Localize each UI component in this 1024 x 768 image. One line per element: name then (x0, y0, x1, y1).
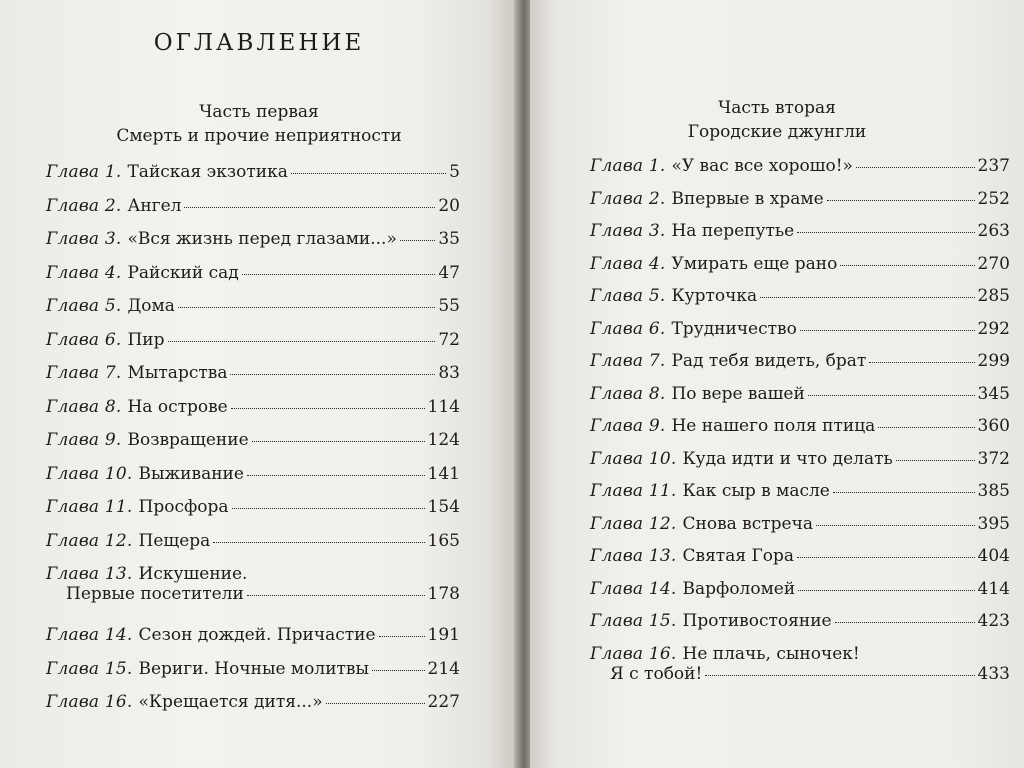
toc-entry (590, 189, 1010, 209)
chapter-label: Глава 8. (46, 396, 122, 417)
chapter-page-number: 72 (438, 329, 460, 350)
toc-entry (46, 296, 460, 316)
toc-heading: ОГЛАВЛЕНИЕ (153, 30, 365, 56)
chapter-title: По вере вашей (671, 383, 805, 404)
toc-entry-line (590, 546, 1010, 566)
chapter-label: Глава 16. (590, 643, 677, 664)
dot-leader (232, 508, 425, 509)
toc-entry (46, 659, 460, 679)
chapter-page-number: 83 (438, 363, 460, 383)
dot-leader (878, 427, 974, 428)
toc-entry (46, 263, 460, 283)
toc-entry (46, 497, 460, 517)
chapter-page-number: 47 (438, 262, 460, 283)
chapter-title: «Крещается дитя...» (138, 692, 323, 712)
dot-leader (797, 557, 975, 558)
toc-entry (590, 286, 1010, 306)
dot-leader (840, 265, 974, 266)
chapter-page-number: 20 (438, 195, 460, 216)
dot-leader (178, 307, 435, 308)
chapter-title: Курточка (671, 286, 758, 306)
toc-entry (46, 625, 460, 645)
toc-entry (46, 196, 460, 216)
chapter-page-number: 372 (977, 448, 1010, 469)
dot-leader (379, 636, 425, 637)
chapter-page-number: 423 (977, 611, 1010, 631)
chapter-page-number: 345 (977, 383, 1010, 404)
part-one-heading (0, 100, 518, 148)
chapter-page-number: 270 (977, 253, 1010, 274)
chapter-label: Глава 15. (46, 658, 133, 679)
toc-entry (590, 514, 1010, 534)
dot-leader (797, 232, 974, 233)
chapter-title: На острове (127, 396, 228, 417)
chapter-title: Пещера (138, 530, 211, 551)
dot-leader (231, 408, 425, 409)
dot-leader (816, 525, 975, 526)
toc-entry (590, 416, 1010, 436)
chapter-label: Глава 14. (46, 625, 133, 645)
toc-entry (590, 644, 1010, 684)
chapter-label: Глава 1. (46, 162, 122, 182)
chapter-label: Глава 9. (590, 416, 666, 436)
dot-leader (230, 374, 435, 375)
chapter-label: Глава 15. (590, 611, 677, 631)
toc-entry-line (590, 416, 1010, 436)
toc-entry-line (590, 189, 1010, 209)
dot-leader (798, 590, 974, 591)
chapter-title: Пир (127, 329, 165, 350)
chapter-title: Рад тебя видеть, брат (671, 351, 867, 371)
toc-entry-line (590, 254, 1010, 274)
toc-entry (590, 221, 1010, 241)
toc-entry (46, 430, 460, 450)
toc-entry (590, 481, 1010, 501)
chapter-label: Глава 5. (590, 286, 666, 306)
dot-leader (760, 297, 974, 298)
chapter-title: Тайская экзотика (127, 162, 288, 182)
chapter-label: Глава 1. (590, 156, 666, 176)
chapter-title: Дома (127, 296, 175, 316)
chapter-label: Глава 6. (590, 318, 666, 339)
dot-leader (400, 240, 435, 241)
chapter-title: Мытарства (127, 363, 228, 383)
toc-entry-line (46, 659, 460, 679)
chapter-page-number: 154 (427, 497, 460, 517)
toc-entry-line (46, 464, 460, 484)
chapter-title: На перепутье (671, 221, 795, 241)
dot-leader (833, 492, 975, 493)
chapter-title: Не нашего поля птица (671, 416, 876, 436)
chapter-title: Трудничество (671, 318, 797, 339)
toc-entry-line (46, 397, 460, 417)
toc-entry (590, 254, 1010, 274)
chapter-label: Глава 3. (46, 229, 122, 249)
chapter-title: Выживание (138, 463, 244, 484)
toc-entry (46, 162, 460, 182)
toc-entry-line (46, 162, 460, 182)
toc-entry-line (46, 564, 460, 584)
part-two-heading (530, 96, 1024, 144)
toc-entry-line (590, 664, 1010, 684)
toc-entry (590, 579, 1010, 599)
dot-leader (869, 362, 974, 363)
chapter-label: Глава 7. (46, 363, 122, 383)
dot-leader (835, 622, 975, 623)
toc-entry-line (46, 497, 460, 517)
toc-entry (46, 229, 460, 249)
toc-entry (590, 449, 1010, 469)
chapter-title-continued: Я с тобой! (610, 663, 703, 684)
chapter-label: Глава 3. (590, 221, 666, 241)
chapter-page-number: 292 (977, 318, 1010, 339)
chapter-label: Глава 4. (590, 253, 666, 274)
toc-entry-line (590, 514, 1010, 534)
dot-leader (247, 475, 425, 476)
chapter-label: Глава 13. (590, 546, 677, 566)
right-page (530, 0, 1024, 768)
toc-entry-line (590, 481, 1010, 501)
chapter-label: Глава 13. (46, 564, 133, 584)
toc-entry-line (590, 221, 1010, 241)
toc-entry-line (46, 625, 460, 645)
chapter-label: Глава 12. (590, 513, 677, 534)
chapter-label: Глава 6. (46, 329, 122, 350)
chapter-title: Как сыр в масле (682, 481, 830, 501)
chapter-page-number: 404 (977, 546, 1010, 566)
chapter-title: «У вас все хорошо!» (671, 156, 853, 176)
chapter-page-number: 35 (438, 229, 460, 249)
toc-entry (590, 351, 1010, 371)
toc-entry-line (46, 196, 460, 216)
toc-entry (590, 319, 1010, 339)
chapter-label: Глава 2. (590, 188, 666, 209)
chapter-page-number: 165 (427, 530, 460, 551)
chapter-label: Глава 11. (46, 497, 133, 517)
toc-entry (590, 546, 1010, 566)
chapter-page-number: 263 (977, 221, 1010, 241)
dot-leader (800, 330, 975, 331)
chapter-page-number: 414 (977, 578, 1010, 599)
toc-entry-line (590, 156, 1010, 176)
toc-entry (46, 330, 460, 350)
toc-entry-line (46, 531, 460, 551)
toc-entry-line (590, 351, 1010, 371)
toc-entry-line (46, 229, 460, 249)
part-two-title: Городские джунгли (687, 122, 867, 142)
chapter-label: Глава 10. (46, 463, 133, 484)
toc-entry-line (46, 330, 460, 350)
toc-entry-line (590, 579, 1010, 599)
chapter-label: Глава 14. (590, 578, 677, 599)
chapter-page-number: 395 (977, 513, 1010, 534)
toc-entry-line (590, 286, 1010, 306)
chapter-page-number: 55 (438, 296, 460, 316)
dot-leader (184, 207, 435, 208)
chapter-page-number: 114 (427, 396, 460, 417)
chapter-title: Ангел (127, 195, 182, 216)
toc-entry-line (46, 363, 460, 383)
dot-leader (168, 341, 436, 342)
chapter-page-number: 385 (977, 481, 1010, 501)
chapter-page-number: 124 (427, 430, 460, 450)
chapter-page-number: 252 (977, 188, 1010, 209)
toc-entry (590, 611, 1010, 631)
dot-leader (247, 595, 425, 596)
toc-entry (46, 531, 460, 551)
chapter-label: Глава 16. (46, 692, 133, 712)
chapter-page-number: 433 (977, 663, 1010, 684)
chapter-title: Просфора (138, 497, 229, 517)
chapter-label: Глава 4. (46, 262, 122, 283)
chapter-label: Глава 8. (590, 383, 666, 404)
chapter-label: Глава 5. (46, 296, 122, 316)
chapter-label: Глава 10. (590, 448, 677, 469)
chapter-page-number: 191 (427, 625, 460, 645)
toc-entry-line (590, 449, 1010, 469)
chapter-page-number: 285 (977, 286, 1010, 306)
chapter-title: Искушение. (138, 564, 248, 584)
chapter-page-number: 227 (427, 692, 460, 712)
chapter-title: Вериги. Ночные молитвы (138, 658, 370, 679)
chapter-label: Глава 11. (590, 481, 677, 501)
toc-entry-line (46, 692, 460, 712)
chapter-title-continued: Первые посетители (66, 584, 244, 604)
toc-entry-line (46, 263, 460, 283)
chapter-title: Умирать еще рано (671, 253, 838, 274)
chapter-label: Глава 9. (46, 430, 122, 450)
chapter-title: Снова встреча (682, 513, 813, 534)
chapter-page-number: 214 (427, 658, 460, 679)
chapter-label: Глава 12. (46, 530, 133, 551)
chapter-title: Сезон дождей. Причастие (138, 625, 376, 645)
chapter-label: Глава 2. (46, 195, 122, 216)
dot-leader (896, 460, 975, 461)
chapter-title: Куда идти и что делать (682, 448, 893, 469)
chapter-page-number: 178 (427, 584, 460, 604)
dot-leader (808, 395, 975, 396)
toc-entry-line (590, 644, 1010, 664)
chapter-title: Не плачь, сыночек! (682, 643, 860, 664)
dot-leader (252, 441, 425, 442)
dot-leader (705, 675, 974, 676)
dot-leader (242, 274, 436, 275)
chapter-page-number: 299 (977, 351, 1010, 371)
dot-leader (372, 670, 425, 671)
chapter-page-number: 360 (977, 416, 1010, 436)
toc-entry (46, 363, 460, 383)
toc-entry (46, 564, 460, 604)
toc-entry (46, 692, 460, 712)
toc-entry (46, 397, 460, 417)
chapter-page-number: 5 (449, 162, 460, 182)
dot-leader (291, 173, 446, 174)
toc-entry-line (590, 611, 1010, 631)
part-two-label: Часть вторая (718, 98, 836, 118)
toc-entry (590, 156, 1010, 176)
toc-entry-line (46, 430, 460, 450)
chapter-title: «Вся жизнь перед глазами...» (127, 229, 397, 249)
part-one-label: Часть первая (199, 102, 319, 122)
chapter-label: Глава 7. (590, 351, 666, 371)
toc-entry-line (46, 296, 460, 316)
dot-leader (856, 167, 975, 168)
chapter-title: Впервые в храме (671, 188, 824, 209)
chapter-title: Варфоломей (682, 578, 796, 599)
chapter-title: Возвращение (127, 430, 249, 450)
toc-entry (46, 464, 460, 484)
toc-entry-line (590, 319, 1010, 339)
dot-leader (827, 200, 975, 201)
toc-entry (590, 384, 1010, 404)
toc-entry-line (46, 584, 460, 604)
dot-leader (213, 542, 424, 543)
chapter-page-number: 141 (427, 463, 460, 484)
chapter-page-number: 237 (977, 156, 1010, 176)
chapter-title: Святая Гора (682, 546, 794, 566)
chapter-title: Противостояние (682, 611, 832, 631)
part-one-title: Смерть и прочие неприятности (116, 126, 402, 146)
toc-entry-line (590, 384, 1010, 404)
chapter-title: Райский сад (127, 262, 239, 283)
dot-leader (326, 703, 425, 704)
